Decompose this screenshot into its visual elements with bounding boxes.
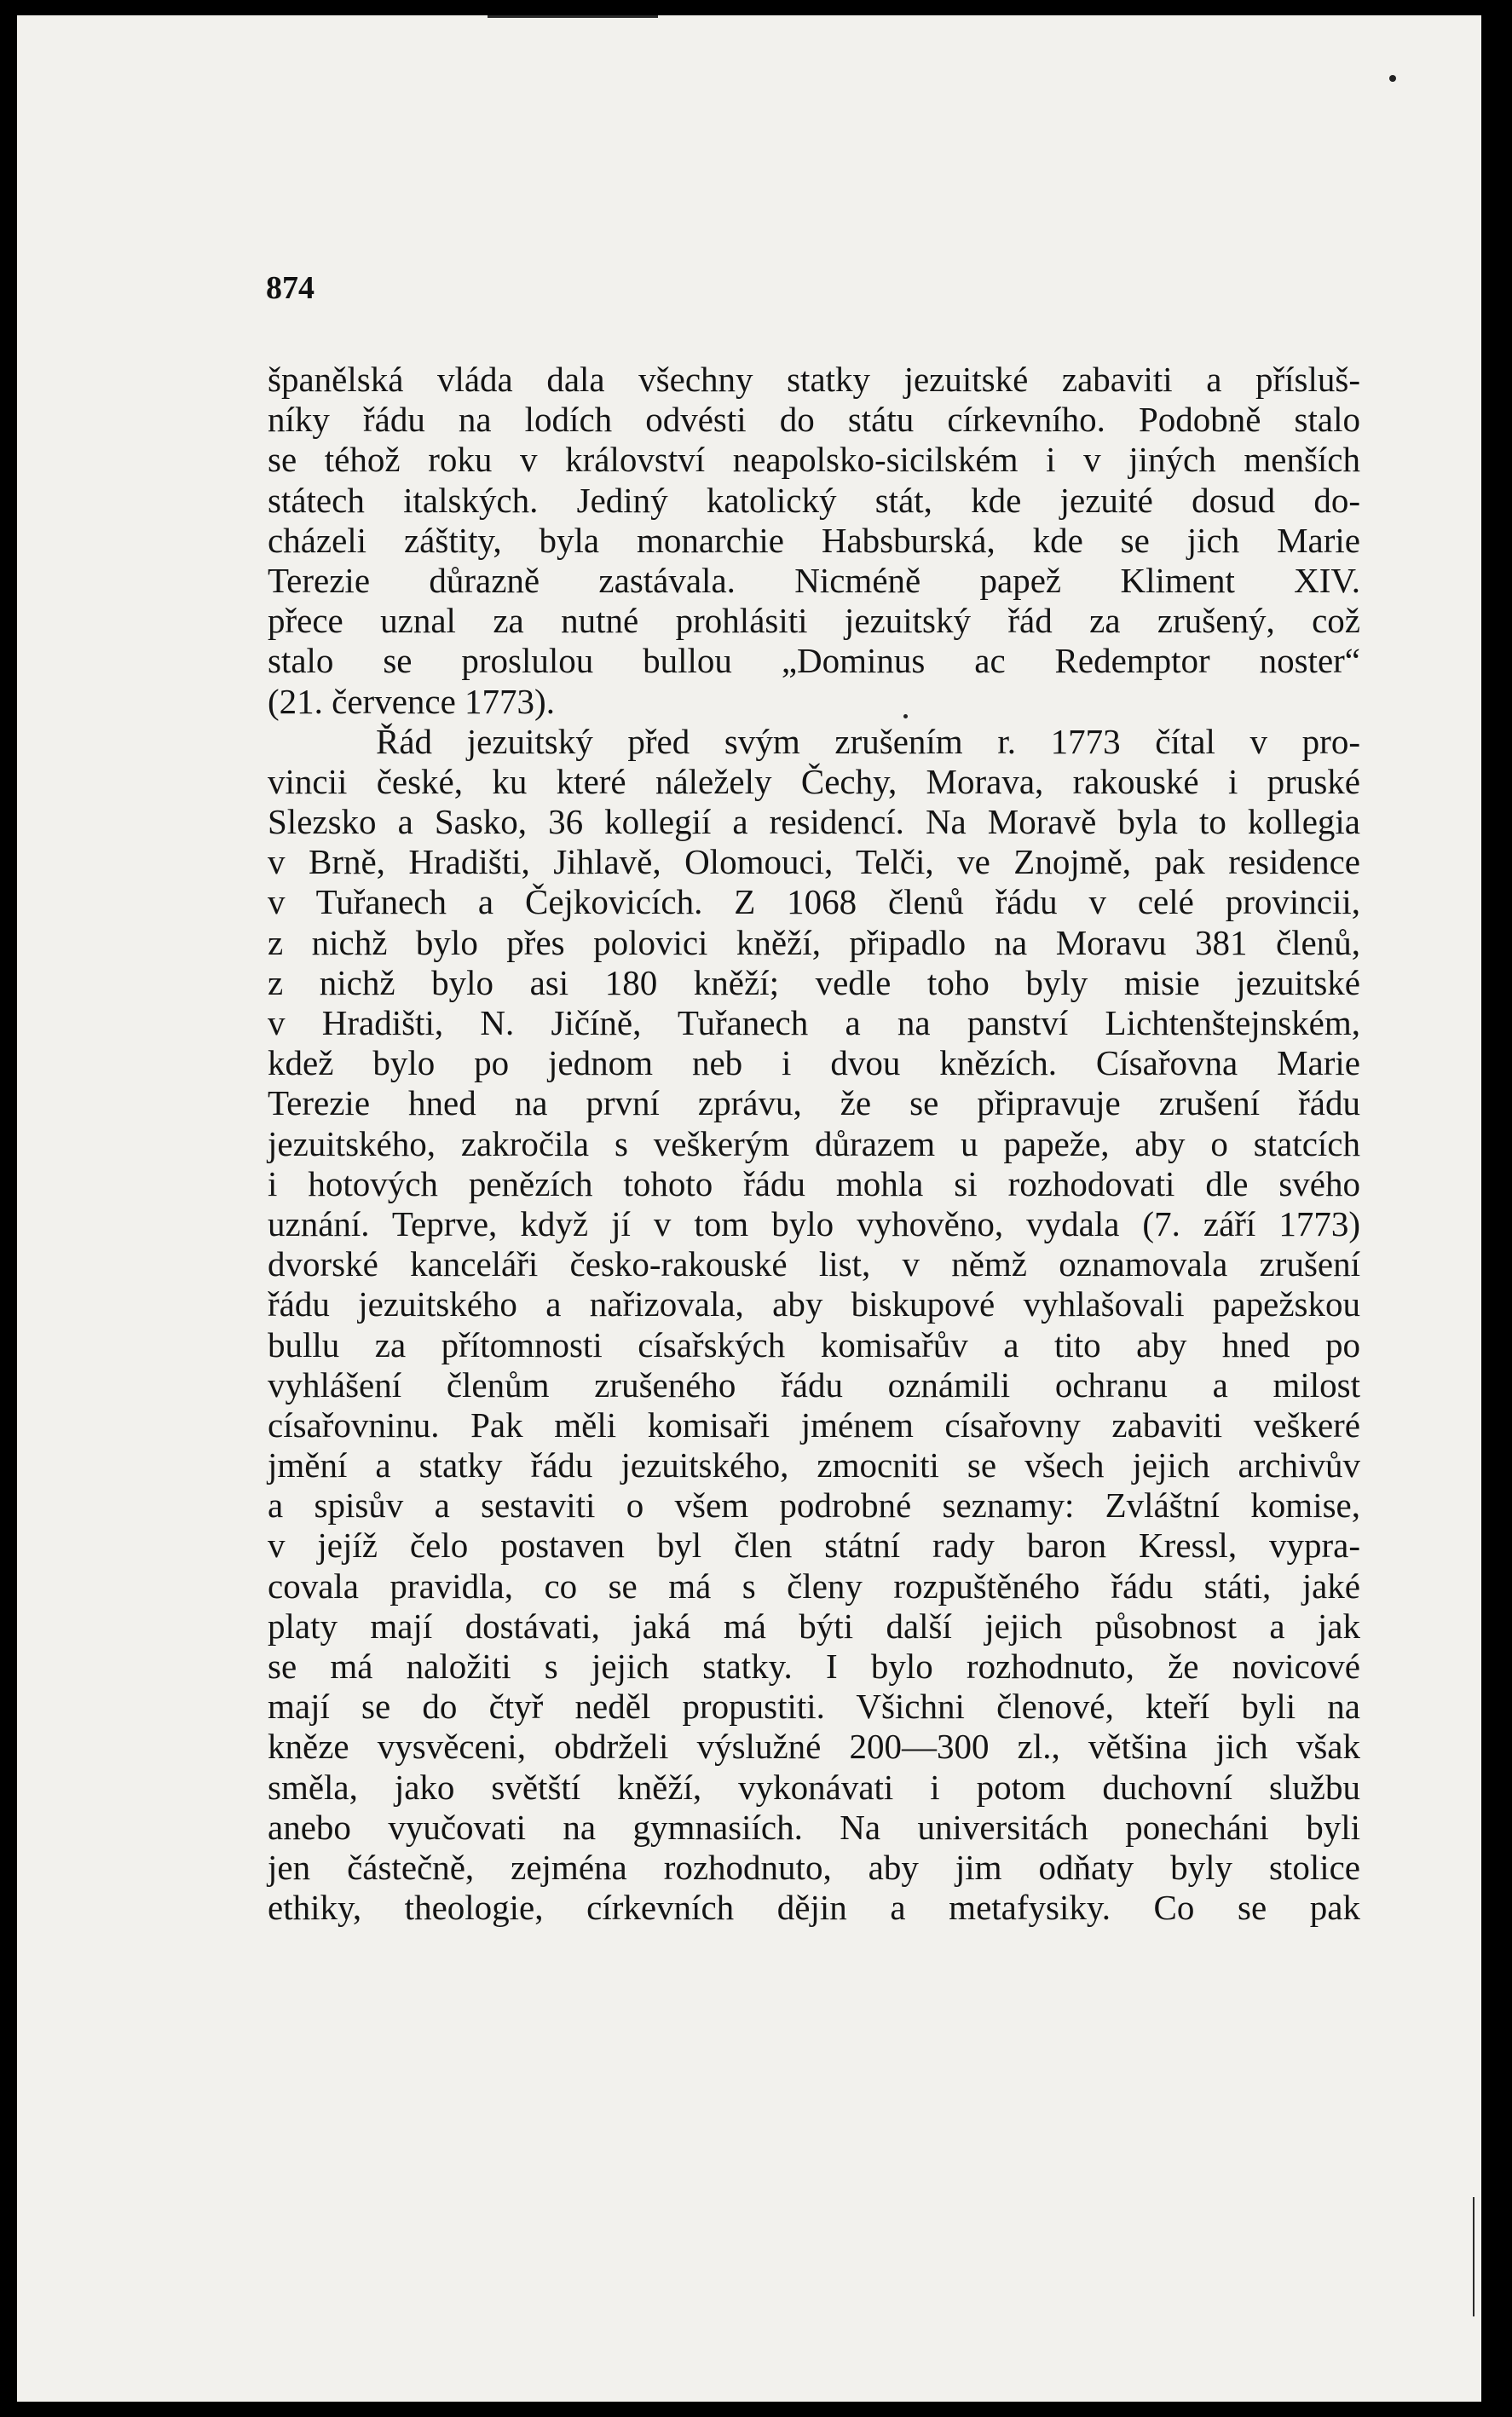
text-line: (21. července 1773). bbox=[268, 681, 555, 721]
text-line: jen částečně, zejména rozhodnuto, aby jim odňaty byly stolice bbox=[268, 1847, 1360, 1887]
scan-edge-mark bbox=[1473, 2197, 1474, 2316]
text-line: ethiky, theologie, církevních dějin a metafysiky. Co se pak bbox=[268, 1888, 1360, 1928]
text-line: vincii české, ku které náležely Čechy, Morava, rakouské i pruské bbox=[268, 761, 1360, 801]
text-line: vyhlášení členům zrušeného řádu oznámili ochranu a milost bbox=[268, 1364, 1360, 1405]
text-line: v jejíž čelo postaven byl člen státní rady baron Kressl, vypra- bbox=[268, 1526, 1360, 1566]
text-line: i hotových penězích tohoto řádu mohla si rozhodovati dle svého bbox=[268, 1163, 1360, 1203]
text-line: státech italských. Jediný katolický stát, kde jezuité dosud do- bbox=[268, 480, 1360, 520]
text-line: platy mají dostávati, jaká má býti další jejich působnost a jak bbox=[268, 1606, 1360, 1646]
body-text bbox=[268, 360, 1360, 1928]
text-line: níky řádu na lodích odvésti do státu církevního. Podobně stalo bbox=[268, 400, 1360, 440]
text-line: cházeli záštity, byla monarchie Habsburská, kde se jich Marie bbox=[268, 520, 1360, 560]
text-line: a spisův a sestaviti o všem podrobné seznamy: Zvláštní komise, bbox=[268, 1485, 1360, 1526]
text-line: císařovninu. Pak měli komisaři jménem císařovny zabaviti veškeré bbox=[268, 1405, 1360, 1445]
text-line: kdež bylo po jednom neb i dvou knězích. Císařovna Marie bbox=[268, 1043, 1360, 1083]
text-line: mají se do čtyř neděl propustiti. Všichni členové, kteří byli na bbox=[268, 1687, 1360, 1727]
text-line: dvorské kanceláři česko-rakouské list, v němž oznamovala zrušení bbox=[268, 1244, 1360, 1284]
book-page bbox=[17, 15, 1481, 2402]
text-line: covala pravidla, co se má s členy rozpuštěného řádu státi, jaké bbox=[268, 1566, 1360, 1606]
text-line: Terezie důrazně zastávala. Nicméně papež Kliment XIV. bbox=[268, 560, 1360, 600]
text-line: z nichž bylo přes polovici kněží, připadlo na Moravu 381 členů, bbox=[268, 922, 1360, 962]
text-line: Slezsko a Sasko, 36 kollegií a residencí. Na Moravě byla to kollegia bbox=[268, 802, 1360, 842]
text-line: Terezie hned na první zprávu, že se připravuje zrušení řádu bbox=[268, 1083, 1360, 1123]
text-line: španělská vláda dala všechny statky jezuitské zabaviti a přísluš- bbox=[268, 360, 1360, 399]
text-line: se má naložiti s jejich statky. I bylo rozhodnuto, že novicové bbox=[268, 1647, 1360, 1686]
page-number: 874 bbox=[266, 270, 315, 306]
scan-edge-mark bbox=[488, 15, 658, 18]
text-line: Řád jezuitský před svým zrušením r. 1773 čítal v pro- bbox=[376, 721, 1360, 761]
text-line: v Hradišti, N. Jičíně, Tuřanech a na panství Lichtenštejnském, bbox=[268, 1003, 1360, 1042]
text-line: bullu za přítomnosti císařských komisařův a tito aby hned po bbox=[268, 1324, 1360, 1364]
text-line: směla, jako světští kněží, vykonávati i potom duchovní službu bbox=[268, 1767, 1360, 1807]
text-line: se téhož roku v království neapolsko-sicilském i v jiných menších bbox=[268, 440, 1360, 480]
text-line: kněze vysvěceni, obdrželi výslužné 200—300 zl., většina jich však bbox=[268, 1727, 1360, 1767]
text-line: jmění a statky řádu jezuitského, zmocniti se všech jejich archivův bbox=[268, 1445, 1360, 1485]
text-line: stalo se proslulou bullou „Dominus ac Redemptor noster“ bbox=[268, 641, 1360, 681]
text-line: z nichž bylo asi 180 kněží; vedle toho byly misie jezuitské bbox=[268, 962, 1360, 1002]
text-line: jezuitského, zakročila s veškerým důrazem u papeže, aby o statcích bbox=[268, 1123, 1360, 1163]
text-line: v Tuřanech a Čejkovicích. Z 1068 členů řádu v celé provincii, bbox=[268, 882, 1360, 922]
scan-speck bbox=[1389, 75, 1396, 82]
text-line: anebo vyučovati na gymnasiích. Na universitách ponecháni byli bbox=[268, 1807, 1360, 1847]
text-line: uznání. Teprve, když jí v tom bylo vyhověno, vydala (7. září 1773) bbox=[268, 1203, 1360, 1243]
text-line: řádu jezuitského a nařizovala, aby biskupové vyhlašovali papežskou bbox=[268, 1284, 1360, 1324]
text-line: přece uznal za nutné prohlásiti jezuitský řád za zrušený, což bbox=[268, 601, 1360, 641]
text-line: v Brně, Hradišti, Jihlavě, Olomouci, Telči, ve Znojmě, pak residence bbox=[268, 842, 1360, 882]
